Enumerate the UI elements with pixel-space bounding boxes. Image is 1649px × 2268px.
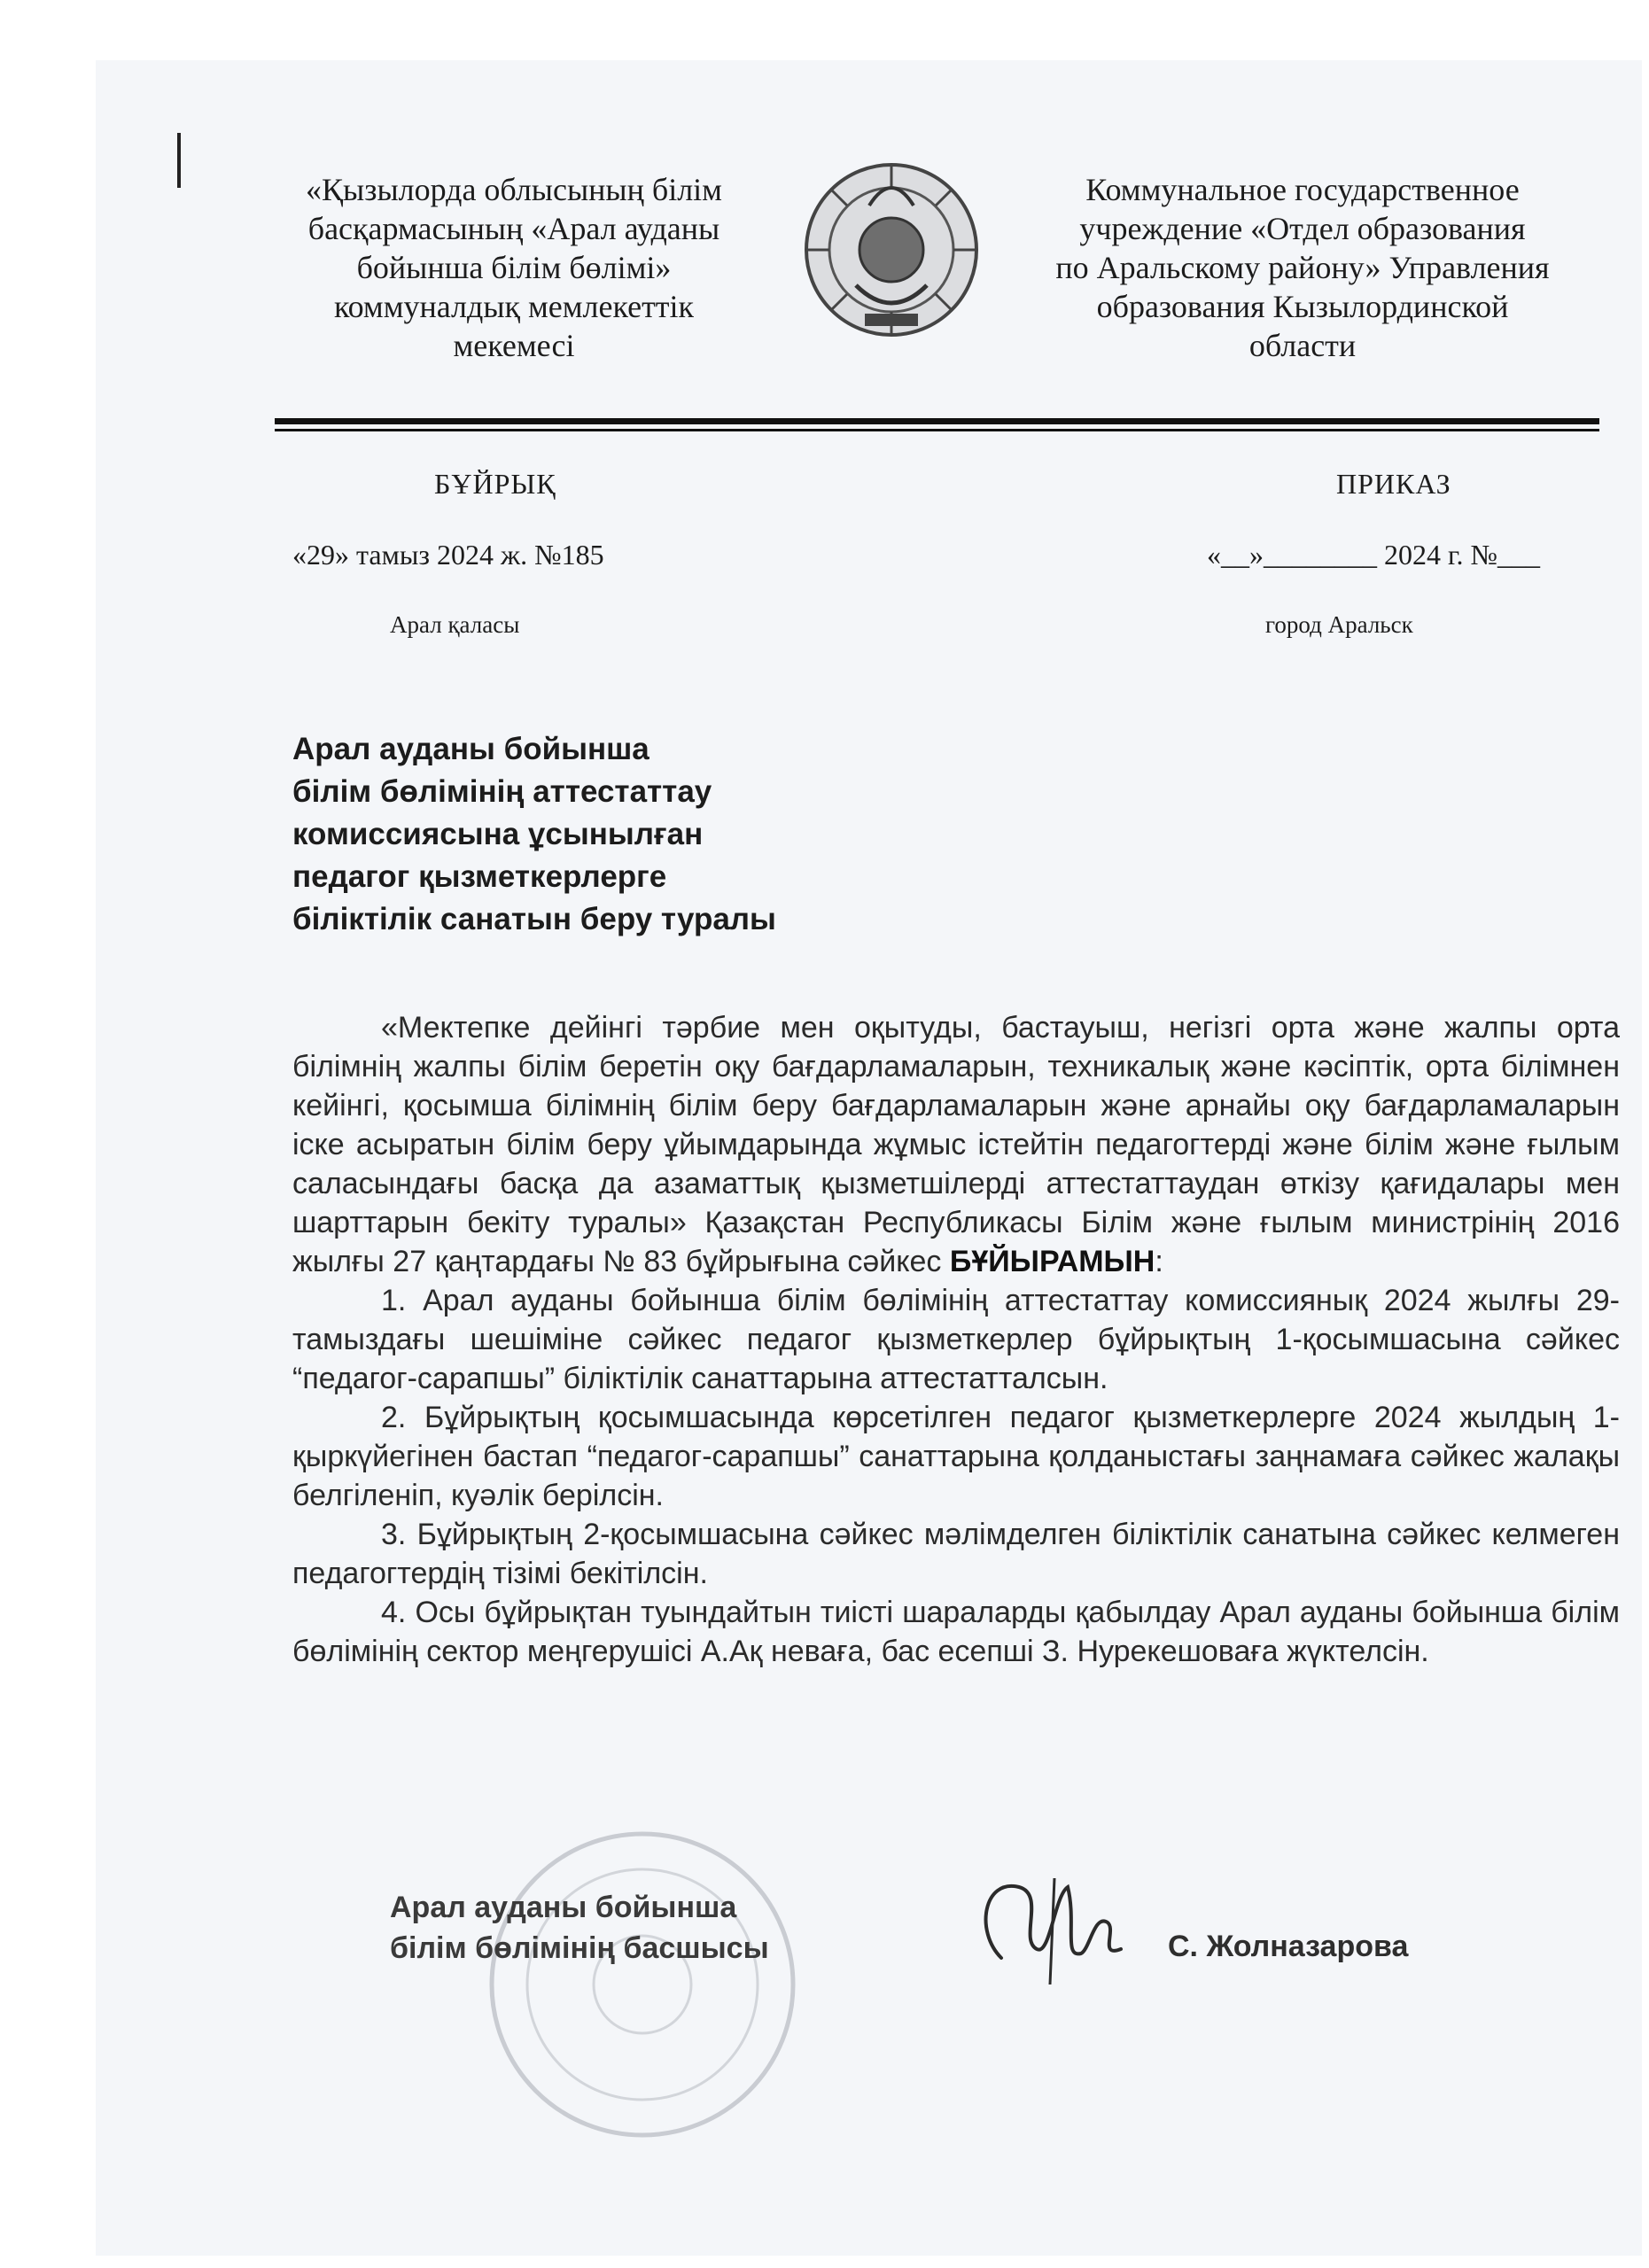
signatory-title-line: білім бөлімінің басшысы [390, 1931, 769, 1965]
header-ru [1019, 170, 1586, 365]
order-item-4: 4. Осы бұйрықтан туындайтын тиісті шараларды қабылдау Арал ауданы бойынша білім бөлімінің сектор меңгерушісі А.Ақ неваға, бас есепші З. Нурекешоваға жүктелсін. [292, 1596, 1620, 1668]
header-divider-thick [275, 418, 1599, 424]
order-place-ru: город Аральск [1265, 611, 1413, 638]
title-line: педагог қызметкерлерге [292, 859, 667, 894]
round-stamp-icon [483, 1825, 802, 2144]
handwritten-signature [966, 1860, 1143, 1993]
intro-end: : [1155, 1245, 1163, 1278]
order-place-kz: Арал қаласы [390, 611, 520, 638]
header-kz [230, 170, 797, 365]
order-item-2: 2. Бұйрықтың қосымшасында көрсетілген педагог қызметкерлерге 2024 жылдың 1-қыркүйегінен бастап “педагог-сарапшы” санаттарына қолданыстағы заңнамаға сәйкес жалақы белгіленіп, куәлік берілсін. [292, 1401, 1620, 1512]
header-ru-line: по Аральскому району» Управления [1055, 250, 1550, 285]
signatory-name: С. Жолназарова [1168, 1930, 1409, 1963]
title-line: Арал ауданы бойынша [292, 732, 649, 766]
order-label-kz: БҰЙРЫҚ [434, 468, 556, 500]
document-body [292, 1008, 1620, 1671]
header-divider-thin [275, 429, 1599, 431]
header-kz-line: мекемесі [453, 328, 575, 363]
order-item-1: 1. Арал ауданы бойынша білім бөлімінің аттестаттау комиссиянық 2024 жылғы 29-тамыздағы шешіміне сәйкес педагог қызметкерлер бұйрықтың 1-қосымшасына сәйкес “педагог-сарапшы” біліктілік санаттарына аттестатталсын. [292, 1284, 1620, 1395]
header-kz-line: коммуналдық мемлекеттік [333, 289, 695, 324]
intro-paragraph [292, 1008, 1620, 1281]
document-title [292, 728, 776, 941]
order-date-ru: «__»________ 2024 г. №___ [1207, 539, 1541, 571]
order-label-ru: ПРИКАЗ [1336, 468, 1451, 500]
header-ru-line: Коммунальное государственное [1085, 172, 1520, 207]
margin-mark [177, 133, 181, 188]
intro-emphasis: БҰЙЫРАМЫН [949, 1245, 1155, 1278]
header-ru-line: учреждение «Отдел образования [1079, 211, 1526, 246]
header-ru-line: области [1248, 328, 1357, 363]
order-item-3: 3. Бұйрықтың 2-қосымшасына сәйкес мәлімделген біліктілік санатына сәйкес келмеген педагогтердің тізімі бекітілсін. [292, 1518, 1620, 1590]
header-ru-line: образования Кызылординской [1096, 289, 1509, 324]
order-date-kz: «29» тамыз 2024 ж. №185 [292, 539, 604, 571]
title-line: біліктілік санатын беру туралы [292, 902, 776, 936]
signatory-title-line: Арал ауданы бойынша [390, 1891, 737, 1924]
header-kz-line: басқармасының «Арал ауданы [307, 211, 720, 246]
header-kz-line: «Қызылорда облысының білім [306, 172, 722, 207]
title-line: комиссиясына ұсынылған [292, 817, 704, 851]
intro-text: «Мектепке дейінгі тәрбие мен оқытуды, бастауыш, негізгі орта және жалпы орта білімнің жалпы білім беретін оқу бағдарламаларын, техникалық және кәсіптік, орта білімнен кейінгі, қосымша білімнің білім беру бағдарламаларын және арнайы оқу бағдарламаларын іске асыратын білім беру ұйымдарында жұмыс істейтін педагогтерді және білім және ғылым саласындағы басқа да азаматтық қызметшілерді аттестаттаудан өткізу қағидалары мен шарттарын бекіту туралы» Қазақстан Республикасы Білім және ғылым министрінің 2016 жылғы 27 қаңтардағы № 83 бұйрығына сәйкес [292, 1011, 1620, 1278]
header-kz-line: бойынша білім бөлімі» [356, 250, 672, 285]
state-emblem-icon [803, 152, 980, 347]
title-line: білім бөлімінің аттестаттау [292, 774, 712, 809]
signatory-title [390, 1887, 769, 1969]
